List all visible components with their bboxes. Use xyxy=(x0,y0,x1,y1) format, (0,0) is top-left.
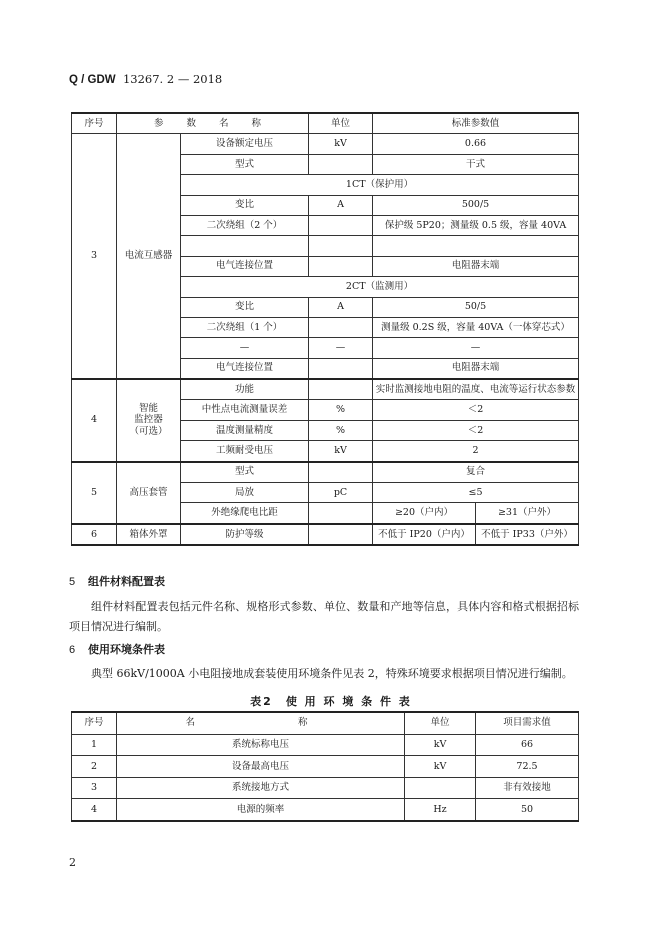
unit-cell: A xyxy=(309,195,373,215)
table-header-row xyxy=(72,712,579,734)
header-param: 参 数 名 称 xyxy=(117,113,309,134)
unit-cell xyxy=(309,524,373,545)
header-name: 名 称 xyxy=(117,712,405,734)
unit-cell: kV xyxy=(405,734,476,756)
section-6-heading xyxy=(69,641,165,657)
document-header xyxy=(69,72,222,86)
param-cell: — xyxy=(181,338,309,358)
value-cell: 非有效接地 xyxy=(476,777,579,799)
value-cell-outdoor: ≥31（户外） xyxy=(476,503,579,524)
component-name-line: 监控器 xyxy=(134,414,163,426)
component-name: 高压套管 xyxy=(117,462,181,524)
unit-cell xyxy=(309,236,373,256)
seq-cell: 3 xyxy=(72,777,117,799)
param-cell: 型式 xyxy=(181,462,309,483)
component-name: 箱体外罩 xyxy=(117,524,181,545)
value-cell: 0.66 xyxy=(373,134,579,154)
page-number: 2 xyxy=(69,856,76,869)
table-row xyxy=(72,134,579,154)
unit-cell xyxy=(309,256,373,276)
unit-cell xyxy=(309,379,373,400)
unit-cell: A xyxy=(309,297,373,317)
param-cell: 电气连接位置 xyxy=(181,256,309,276)
seq-cell: 6 xyxy=(72,524,117,545)
parameter-table xyxy=(71,112,579,546)
section-6-body: 典型 66kV/1000A 小电阻接地成套装使用环境条件见表 2，特殊环境要求根据项目情况进行编制。 xyxy=(91,667,573,680)
value-cell xyxy=(373,236,579,256)
header-seq: 序号 xyxy=(72,113,117,134)
table-row xyxy=(72,462,579,483)
param-cell xyxy=(181,236,309,256)
unit-cell xyxy=(405,777,476,799)
value-cell: ≤5 xyxy=(373,483,579,503)
unit-cell: pC xyxy=(309,483,373,503)
table-header-row xyxy=(72,113,579,134)
unit-cell: Hz xyxy=(405,799,476,821)
header-seq: 序号 xyxy=(72,712,117,734)
environment-table xyxy=(71,711,579,822)
param-cell: 防护等级 xyxy=(181,524,309,545)
seq-cell: 1 xyxy=(72,734,117,756)
unit-cell: kV xyxy=(405,756,476,778)
unit-cell xyxy=(309,358,373,379)
param-cell: 二次绕组（2 个） xyxy=(181,215,309,235)
header-unit: 单位 xyxy=(405,712,476,734)
unit-cell xyxy=(309,317,373,337)
param-cell: 二次绕组（1 个） xyxy=(181,317,309,337)
table-2-caption: 表2 使 用 环 境 条 件 表 xyxy=(250,695,412,708)
param-cell: 工频耐受电压 xyxy=(181,441,309,462)
seq-cell: 4 xyxy=(72,799,117,821)
value-cell: 72.5 xyxy=(476,756,579,778)
param-cell: 外绝缘爬电比距 xyxy=(181,503,309,524)
unit-cell: % xyxy=(309,400,373,420)
value-cell-indoor: ≥20（户内） xyxy=(373,503,476,524)
table-row xyxy=(72,756,579,778)
value-cell-indoor: 不低于 IP20（户内） xyxy=(373,524,476,545)
header-value: 标准参数值 xyxy=(373,113,579,134)
seq-cell: 3 xyxy=(72,134,117,379)
section-number: 5 xyxy=(69,576,76,588)
unit-cell xyxy=(309,154,373,174)
name-cell: 系统接地方式 xyxy=(117,777,405,799)
section-5-heading xyxy=(69,573,165,589)
unit-cell xyxy=(309,462,373,483)
name-cell: 设备最高电压 xyxy=(117,756,405,778)
value-cell: 测量级 0.2S 级，容量 40VA（一体穿芯式） xyxy=(373,317,579,337)
section-number: 6 xyxy=(69,644,76,656)
value-cell: 电阻器末端 xyxy=(373,358,579,379)
unit-cell: % xyxy=(309,420,373,440)
standard-code: Q / GDW xyxy=(69,74,116,86)
seq-cell: 2 xyxy=(72,756,117,778)
seq-cell: 4 xyxy=(72,379,117,462)
param-cell: 变比 xyxy=(181,297,309,317)
subgroup-label: 1CT（保护用） xyxy=(181,175,579,195)
component-name-line: （可选） xyxy=(129,426,168,438)
unit-cell xyxy=(309,503,373,524)
table-row xyxy=(72,799,579,821)
value-cell: 干式 xyxy=(373,154,579,174)
value-cell: 保护级 5P20；测量级 0.5 级，容量 40VA xyxy=(373,215,579,235)
value-cell: 复合 xyxy=(373,462,579,483)
param-cell: 中性点电流测量误差 xyxy=(181,400,309,420)
table-row xyxy=(72,524,579,545)
value-cell: 50 xyxy=(476,799,579,821)
standard-number: 13267. 2 — 2018 xyxy=(122,72,223,86)
component-name xyxy=(117,379,181,462)
value-cell: 500/5 xyxy=(373,195,579,215)
value-cell: 2 xyxy=(373,441,579,462)
value-cell: 50/5 xyxy=(373,297,579,317)
param-cell: 温度测量精度 xyxy=(181,420,309,440)
value-cell: — xyxy=(373,338,579,358)
section-title: 使用环境条件表 xyxy=(88,643,165,656)
table-row xyxy=(72,734,579,756)
table-row xyxy=(72,777,579,799)
param-cell: 功能 xyxy=(181,379,309,400)
name-cell: 电源的频率 xyxy=(117,799,405,821)
value-cell: ＜2 xyxy=(373,420,579,440)
table-row xyxy=(72,379,579,400)
value-cell: ＜2 xyxy=(373,400,579,420)
param-cell: 变比 xyxy=(181,195,309,215)
component-name: 电流互感器 xyxy=(117,134,181,379)
param-cell: 电气连接位置 xyxy=(181,358,309,379)
header-unit: 单位 xyxy=(309,113,373,134)
name-cell: 系统标称电压 xyxy=(117,734,405,756)
component-name-line: 智能 xyxy=(138,402,158,414)
value-cell: 实时监测接地电阻的温度、电流等运行状态参数 xyxy=(373,379,579,400)
seq-cell: 5 xyxy=(72,462,117,524)
value-cell: 电阻器末端 xyxy=(373,256,579,276)
header-value: 项目需求值 xyxy=(476,712,579,734)
value-cell: 66 xyxy=(476,734,579,756)
section-5-body: 组件材料配置表包括元件名称、规格形式参数、单位、数量和产地等信息，具体内容和格式根据招标项目情况进行编制。 xyxy=(69,600,579,633)
param-cell: 设备额定电压 xyxy=(181,134,309,154)
unit-cell xyxy=(309,215,373,235)
param-cell: 局放 xyxy=(181,483,309,503)
value-cell-outdoor: 不低于 IP33（户外） xyxy=(476,524,579,545)
unit-cell: kV xyxy=(309,134,373,154)
section-title: 组件材料配置表 xyxy=(88,575,165,588)
param-cell: 型式 xyxy=(181,154,309,174)
unit-cell: kV xyxy=(309,441,373,462)
subgroup-label: 2CT（监测用） xyxy=(181,277,579,297)
unit-cell: — xyxy=(309,338,373,358)
